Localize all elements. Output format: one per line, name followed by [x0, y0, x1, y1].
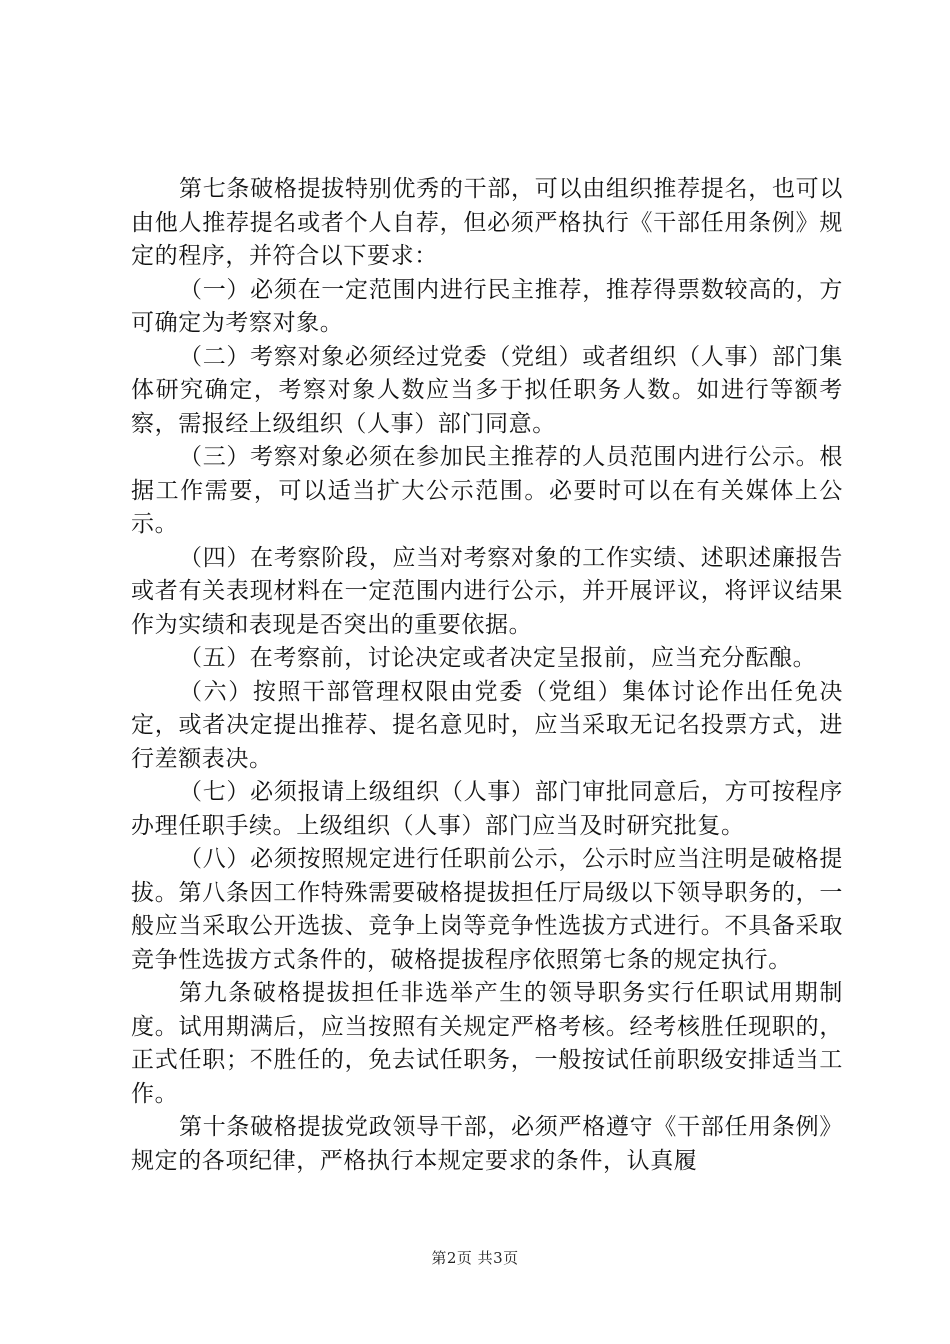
- page-number-footer: 第2页 共3页: [431, 1249, 519, 1267]
- paragraph-item-7: （七）必须报请上级组织（人事）部门审批同意后，方可按程序办理任职手续。上级组织（人事）部门应当及时研究批复。: [131, 779, 843, 839]
- paragraph-item-1: （一）必须在一定范围内进行民主推荐，推荐得票数较高的，方可确定为考察对象。: [131, 276, 843, 336]
- paragraph-item-3: （三）考察对象必须在参加民主推荐的人员范围内进行公示。根据工作需要，可以适当扩大公示范围。必要时可以在有关媒体上公示。: [131, 444, 843, 537]
- paragraph-item-2: （二）考察对象必须经过党委（党组）或者组织（人事）部门集体研究确定，考察对象人数应当多于拟任职务人数。如进行等额考察，需报经上级组织（人事）部门同意。: [131, 343, 843, 437]
- document-body: [131, 173, 843, 1178]
- paragraph-article-9: 第九条破格提拔担任非选举产生的领导职务实行任职试用期制度。试用期满后，应当按照有关规定严格考核。经考核胜任现职的，正式任职；不胜任的，免去试任职务，一般按试任前职级安排适当工作。: [131, 980, 843, 1107]
- paragraph-item-6: （六）按照干部管理权限由党委（党组）集体讨论作出任免决定，或者决定提出推荐、提名意见时，应当采取无记名投票方式，进行差额表决。: [131, 678, 843, 772]
- paragraph-article-10: 第十条破格提拔党政领导干部，必须严格遵守《干部任用条例》规定的各项纪律，严格执行本规定要求的条件，认真履: [131, 1114, 843, 1174]
- paragraph-item-4: （四）在考察阶段，应当对考察对象的工作实绩、述职述廉报告或者有关表现材料在一定范围内进行公示，并开展评议，将评议结果作为实绩和表现是否突出的重要依据。: [131, 544, 843, 638]
- paragraph-item-8: （八）必须按照规定进行任职前公示，公示时应当注明是破格提拔。第八条因工作特殊需要破格提拔担任厅局级以下领导职务的，一般应当采取公开选拔、竞争上岗等竞争性选拔方式进行。不具备采取竞争性选拔方式条件的，破格提拔程序依照第七条的规定执行。: [131, 846, 843, 973]
- paragraph-article-7: 第七条破格提拔特别优秀的干部，可以由组织推荐提名，也可以由他人推荐提名或者个人自荐，但必须严格执行《干部任用条例》规定的程序，并符合以下要求：: [131, 176, 843, 269]
- paragraph-item-5: （五）在考察前，讨论决定或者决定呈报前，应当充分酝酿。: [179, 645, 817, 671]
